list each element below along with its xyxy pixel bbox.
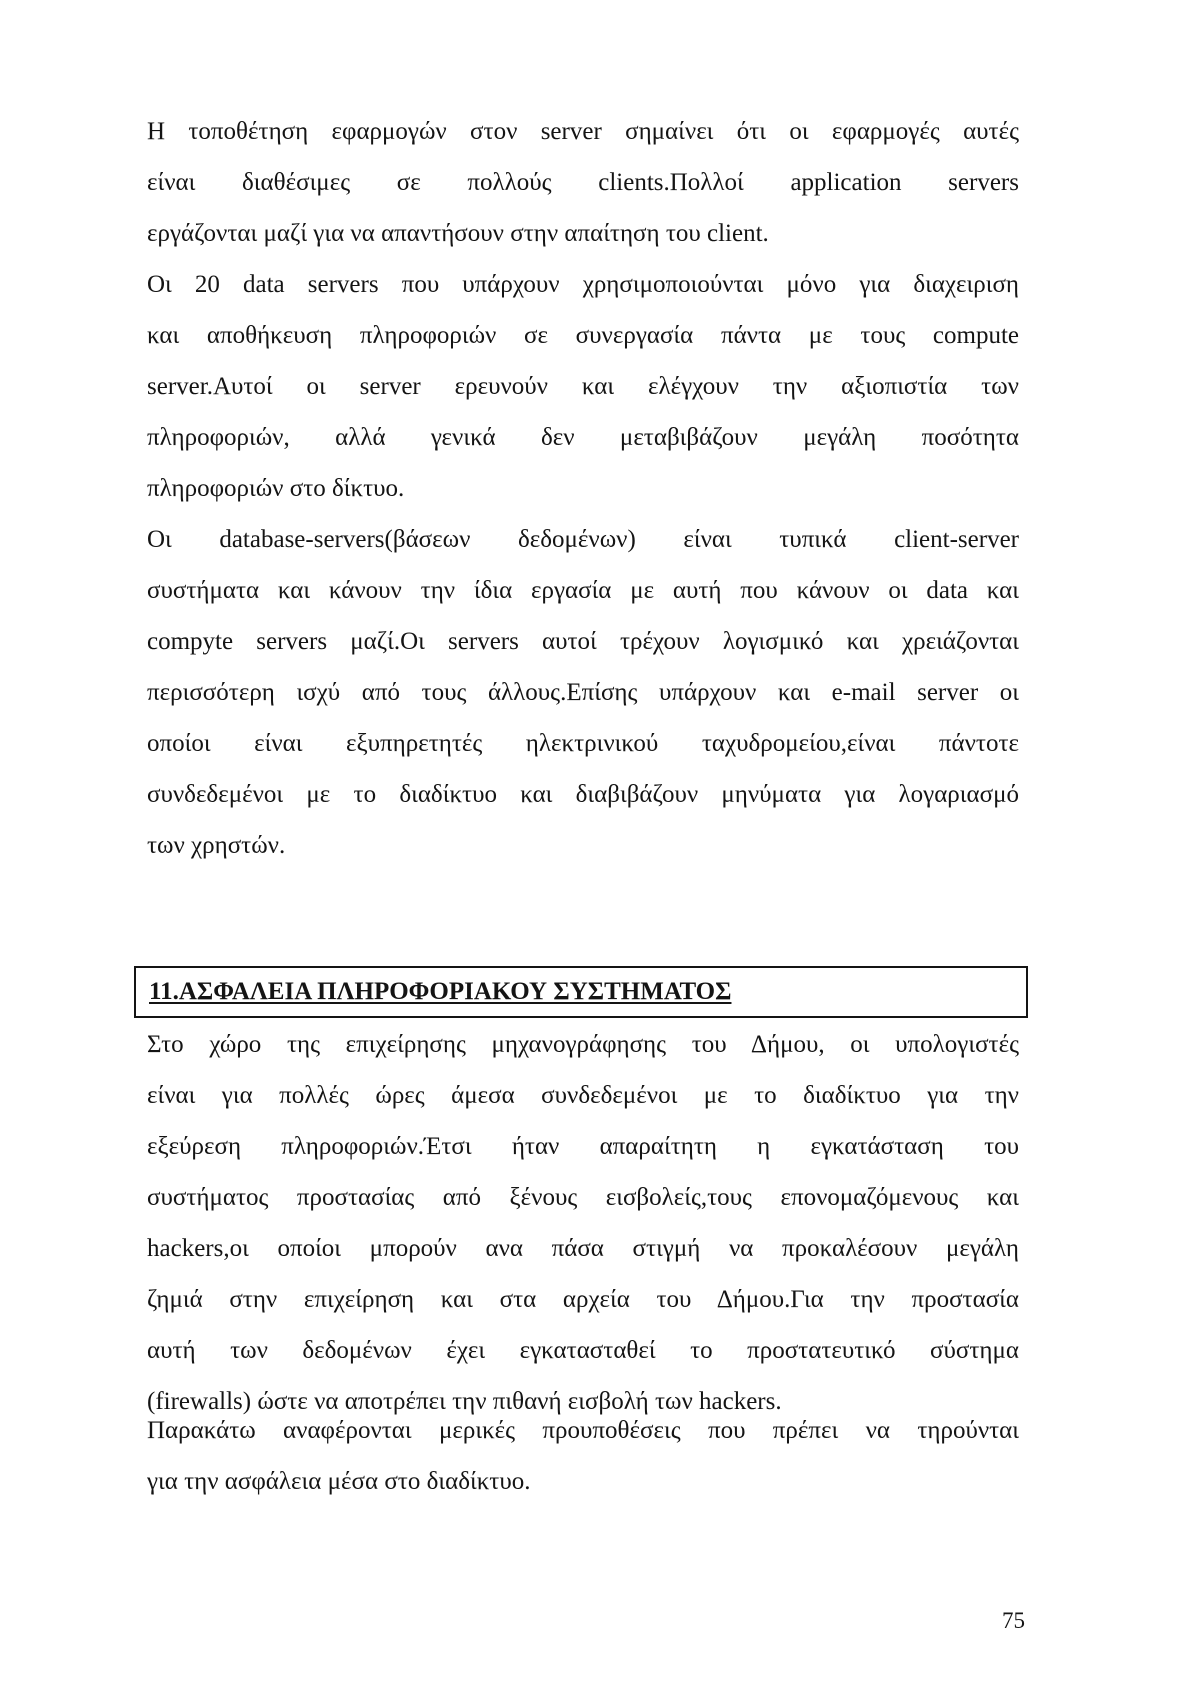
text-line: συστήματα και κάνουν την ίδια εργασία με αυτή που κάνουν οι data και [147,577,1019,604]
text-line: είναι για πολλές ώρες άμεσα συνδεδεμένοι με το διαδίκτυο για την [147,1082,1019,1109]
text-line: Στο χώρο της επιχείρησης μηχανογράφησης του Δήμου, οι υπολογιστές [147,1031,1019,1058]
text-line: Η τοποθέτηση εφαρμογών στον server σημαίνει ότι οι εφαρμογές αυτές [147,118,1019,145]
text-line: συστήματος προστασίας από ξένους εισβολείς,τους επονομαζόμενους και [147,1184,1019,1211]
text-line: και αποθήκευση πληροφοριών σε συνεργασία πάντα με τους compute [147,322,1019,349]
text-line: Οι database-servers(βάσεων δεδομένων) είναι τυπικά client-server [147,526,1019,553]
text-line: περισσότερη ισχύ από τους άλλους.Επίσης υπάρχουν και e-mail server οι [147,679,1019,706]
text-line: των χρηστών. [147,832,286,859]
text-line: (firewalls) ώστε να αποτρέπει την πιθανή εισβολή των hackers. [147,1388,782,1415]
text-line: πληροφοριών στο δίκτυο. [147,475,405,502]
text-line: server.Αυτοί οι server ερευνούν και ελέγχουν την αξιοπιστία των [147,373,1019,400]
text-line: εργάζονται μαζί για να απαντήσουν στην απαίτηση του client. [147,220,769,247]
section-heading: 11.ΑΣΦΑΛΕΙΑ ΠΛΗΡΟΦΟΡΙΑΚΟΥ ΣΥΣΤΗΜΑΤΟΣ [149,978,732,1005]
body-text-closing [147,1405,1019,1507]
text-line: είναι διαθέσιμες σε πολλούς clients.Πολλοί application servers [147,169,1019,196]
text-line: Παρακάτω αναφέρονται μερικές προυποθέσεις που πρέπει να τηρούνται [147,1417,1019,1444]
text-line: για την ασφάλεια μέσα στο διαδίκτυο. [147,1468,531,1495]
text-line: ζημιά στην επιχείρηση και στα αρχεία του Δήμου.Για την προστασία [147,1286,1019,1313]
page-number: 75 [1002,1608,1025,1633]
text-line: αυτή των δεδομένων έχει εγκατασταθεί το προστατευτικό σύστημα [147,1337,1019,1364]
text-line: hackers,οι οποίοι μπορούν ανα πάσα στιγμή να προκαλέσουν μεγάλη [147,1235,1019,1262]
text-line: συνδεδεμένοι με το διαδίκτυο και διαβιβάζουν μηνύματα για λογαριασμό [147,781,1019,808]
text-line: οποίοι είναι εξυπηρετητές ηλεκτρινικού ταχυδρομείου,είναι πάντοτε [147,730,1019,757]
text-line: εξεύρεση πληροφοριών.Έτσι ήταν απαραίτητη η εγκατάσταση του [147,1133,1019,1160]
text-line: compyte servers μαζί.Οι servers αυτοί τρέχουν λογισμικό και χρειάζονται [147,628,1019,655]
body-text-upper [147,106,1019,871]
text-line: Οι 20 data servers που υπάρχουν χρησιμοποιούνται μόνο για διαχειριση [147,271,1019,298]
section-heading-box [134,966,1028,1018]
text-line: πληροφοριών, αλλά γενικά δεν μεταβιβάζουν μεγάλη ποσότητα [147,424,1019,451]
body-text-security [147,1019,1019,1427]
